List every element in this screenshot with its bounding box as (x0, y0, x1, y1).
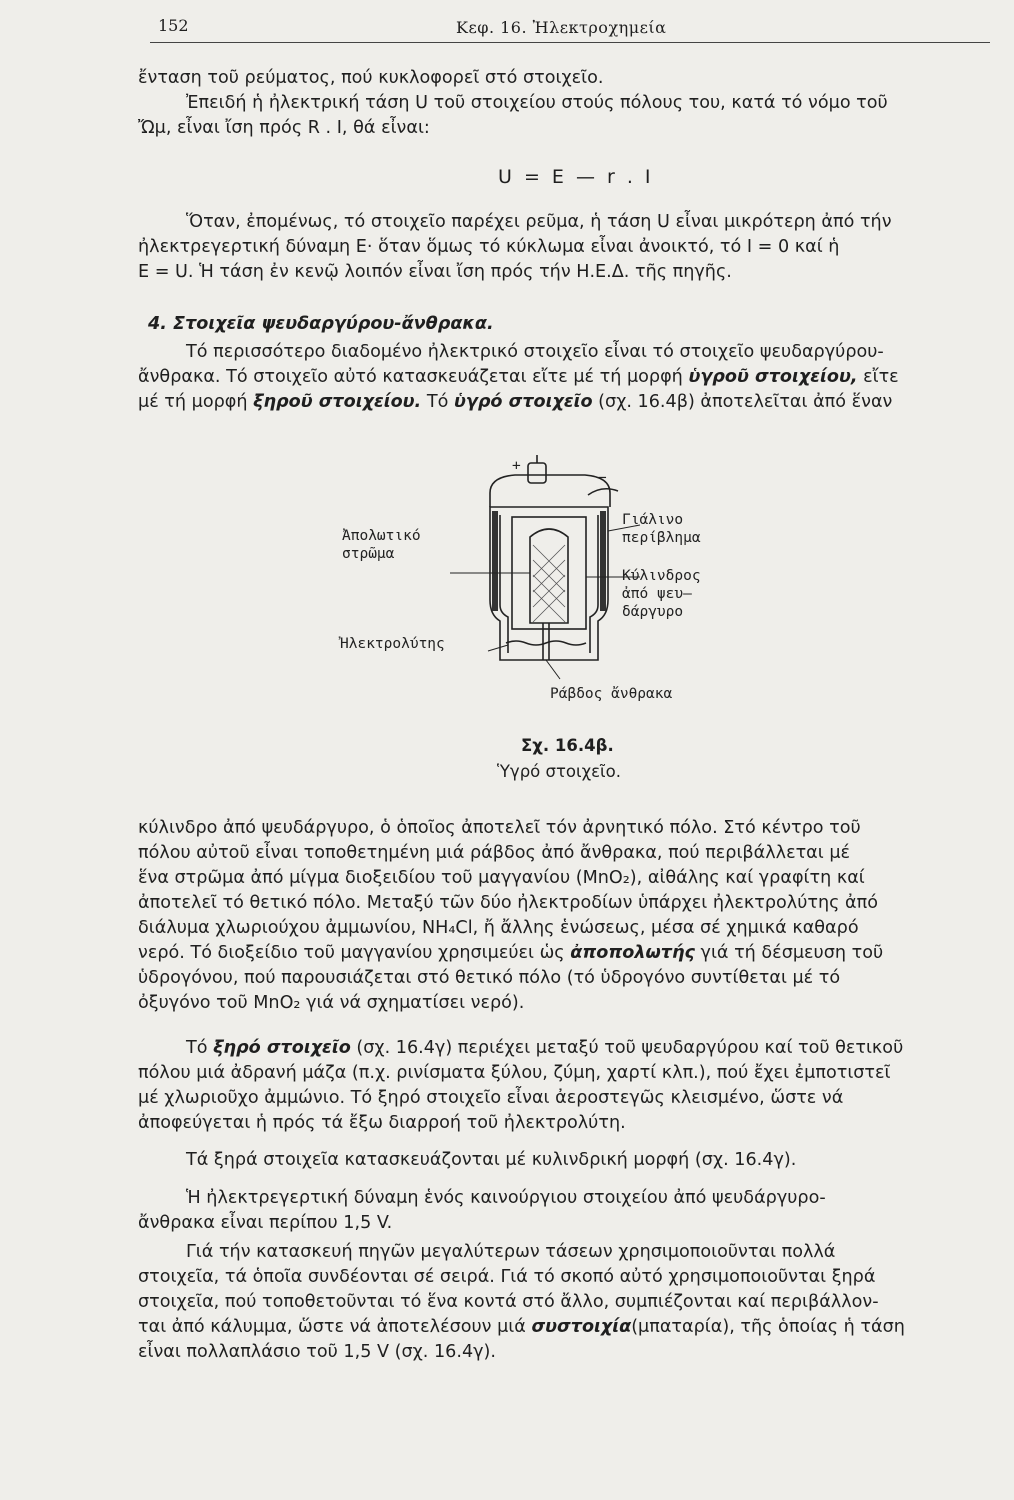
section-heading: 4. Στοιχεῖα ψευδαργύρου-ἄνθρακα. (148, 314, 494, 334)
emphasis-term: συστοιχία (531, 1317, 632, 1337)
text-line: Τά ξηρά στοιχεῖα κατασκευάζονται μέ κυλινδρική μορφή (σχ. 16.4γ). (186, 1150, 797, 1170)
text-line: κύλινδρο ἀπό ψευδάργυρο, ὁ ὁποῖος ἀποτελεῖ τόν ἀρνητικό πόλο. Στό κέντρο τοῦ (138, 818, 861, 838)
emphasis-term: ξηρό στοιχεῖο (213, 1038, 351, 1058)
text-line: πόλου μιά ἀδρανή μάζα (π.χ. ρινίσματα ξύλου, ζύμη, χαρτί κλπ.), πού ἔχει ἐμποτιστεῖ (138, 1063, 891, 1083)
carbon-rod-label: Ράβδος ἄνθρακα (550, 686, 673, 702)
paragraph-1 (138, 66, 998, 141)
paragraph-8 (138, 1240, 998, 1365)
text-line: εἶναι πολλαπλάσιο τοῦ 1,5 V (σχ. 16.4γ). (138, 1342, 497, 1362)
text-line: νερό. Τό διοξείδιο τοῦ μαγγανίου χρησιμεύει ὡς ἀποπολωτής γιά τή δέσμευση τοῦ (138, 943, 884, 963)
text-line: Τό περισσότερο διαδομένο ἠλεκτρικό στοιχεῖο εἶναι τό στοιχεῖο ψευδαργύρου- (186, 342, 884, 362)
text-line: μέ χλωριοῦχο ἀμμώνιο. Τό ξηρό στοιχεῖο εἶναι ἀεροστεγῶς κλεισμένο, ὥστε νά (138, 1088, 844, 1108)
text-line: Ἐπειδή ἡ ἠλεκτρική τάση U τοῦ στοιχείου στούς πόλους του, κατά τό νόμο τοῦ (186, 93, 888, 113)
text-line: διάλυμα χλωριούχου ἀμμωνίου, NH₄Cl, ἤ ἄλλης ἑνώσεως, μέσα σέ χημικά καθαρό (138, 918, 859, 938)
text-line: Γιά τήν κατασκευή πηγῶν μεγαλύτερων τάσεων χρησιμοποιοῦνται πολλά (186, 1242, 836, 1262)
text-line: ἄνθρακα. Τό στοιχεῖο αὐτό κατασκευάζεται εἴτε μέ τή μορφή ὑγροῦ στοιχείου, εἴτε (138, 367, 899, 387)
negative-terminal-label: − (598, 470, 607, 486)
text-line: Ὅταν, ἐπομένως, τό στοιχεῖο παρέχει ρεῦμα, ἡ τάση U εἶναι μικρότερη ἀπό τήν (186, 212, 892, 232)
paragraph-3 (138, 340, 998, 415)
text-line: ἄνθρακα εἶναι περίπου 1,5 V. (138, 1213, 393, 1233)
chapter-title: Κεφ. 16. Ἠλεκτροχημεία (456, 18, 667, 37)
emphasis-term: ὑγροῦ στοιχείου, (688, 367, 858, 387)
text-line: ὀξυγόνο τοῦ MnO₂ γιά νά σχηματίσει νερό). (138, 993, 525, 1013)
paragraph-7 (138, 1186, 998, 1236)
text-line: ἠλεκτρεγερτική δύναμη Ε· ὅταν ὅμως τό κύκλωμα εἶναι ἀνοικτό, τό I = 0 καί ἡ (138, 237, 840, 257)
text-line: ἔνταση τοῦ ρεύματος, πού κυκλοφορεῖ στό στοιχεῖο. (138, 68, 604, 88)
paragraph-4 (138, 816, 998, 1016)
text-line: E = U. Ἡ τάση ἐν κενῷ λοιπόν εἶναι ἴση πρός τήν Η.Ε.Δ. τῆς πηγῆς. (138, 262, 732, 282)
depolarizer-label: Ἀπολωτικό στρῶμα (342, 528, 421, 562)
text-line: μέ τή μορφή ξηροῦ στοιχείου. Τό ὑγρό στοιχεῖο (σχ. 16.4β) ἀποτελεῖται ἀπό ἕναν (138, 392, 893, 412)
wet-cell-figure (340, 455, 740, 715)
text-line: ἀποτελεῖ τό θετικό πόλο. Μεταξύ τῶν δύο ἠλεκτροδίων ὑπάρχει ἠλεκτρολύτης ἀπό (138, 893, 879, 913)
text-line: Ὤμ, εἶναι ἴση πρός R . I, θά εἶναι: (138, 118, 430, 138)
figure-subcaption: Ὑγρό στοιχεῖο. (497, 762, 621, 781)
figure-caption: Σχ. 16.4β. (521, 736, 614, 755)
text-line: ται ἀπό κάλυμμα, ὥστε νά ἀποτελέσουν μιά συστοιχία(μπαταρία), τῆς ὁποίας ἡ τάση (138, 1317, 905, 1337)
emphasis-term: ἀποπολωτής (570, 943, 695, 963)
emphasis-term: ὑγρό στοιχεῖο (453, 392, 593, 412)
text-line: Τό ξηρό στοιχεῖο (σχ. 16.4γ) περιέχει μεταξύ τοῦ ψευδαργύρου καί τοῦ θετικοῦ (186, 1038, 904, 1058)
emphasis-term: ξηροῦ στοιχείου. (253, 392, 422, 412)
text-line: πόλου αὐτοῦ εἶναι τοποθετημένη μιά ράβδος ἀπό ἄνθρακα, πού περιβάλλεται μέ (138, 843, 851, 863)
paragraph-6 (138, 1148, 998, 1173)
page-header (150, 12, 990, 43)
text-line: Ἡ ἠλεκτρεγερτική δύναμη ἑνός καινούργιου στοιχείου ἀπό ψευδάργυρο- (186, 1188, 826, 1208)
text-line: στοιχεῖα, πού τοποθετοῦνται τό ἕνα κοντά στό ἄλλο, συμπιέζονται καί περιβάλλον- (138, 1292, 879, 1312)
text-line: ὑδρογόνου, πού παρουσιάζεται στό θετικό πόλο (τό ὑδρογόνο συντίθεται μέ τό (138, 968, 841, 988)
glass-vessel-label: Γιάλινο περίβλημα (622, 512, 701, 546)
paragraph-5 (138, 1036, 998, 1136)
text-line: στοιχεῖα, τά ὁποῖα συνδέονται σέ σειρά. Γιά τό σκοπό αὐτό χρησιμοποιοῦνται ξηρά (138, 1267, 876, 1287)
paragraph-2 (138, 210, 998, 285)
positive-terminal-label: + (512, 458, 521, 474)
voltage-formula: U = E — r . I (498, 166, 654, 188)
text-line: ἕνα στρῶμα ἀπό μίγμα διοξειδίου τοῦ μαγγανίου (MnO₂), αἰθάλης καί γραφίτη καί (138, 868, 865, 888)
electrolyte-label: Ἠλεκτρολύτης (340, 636, 445, 652)
zinc-cylinder-label: Κύλινδρος ἀπό ψευ– δάργυρο (622, 568, 701, 620)
page-number: 152 (158, 16, 189, 35)
text-line: ἀποφεύγεται ἡ πρός τά ἔξω διαρροή τοῦ ἠλεκτρολύτη. (138, 1113, 626, 1133)
